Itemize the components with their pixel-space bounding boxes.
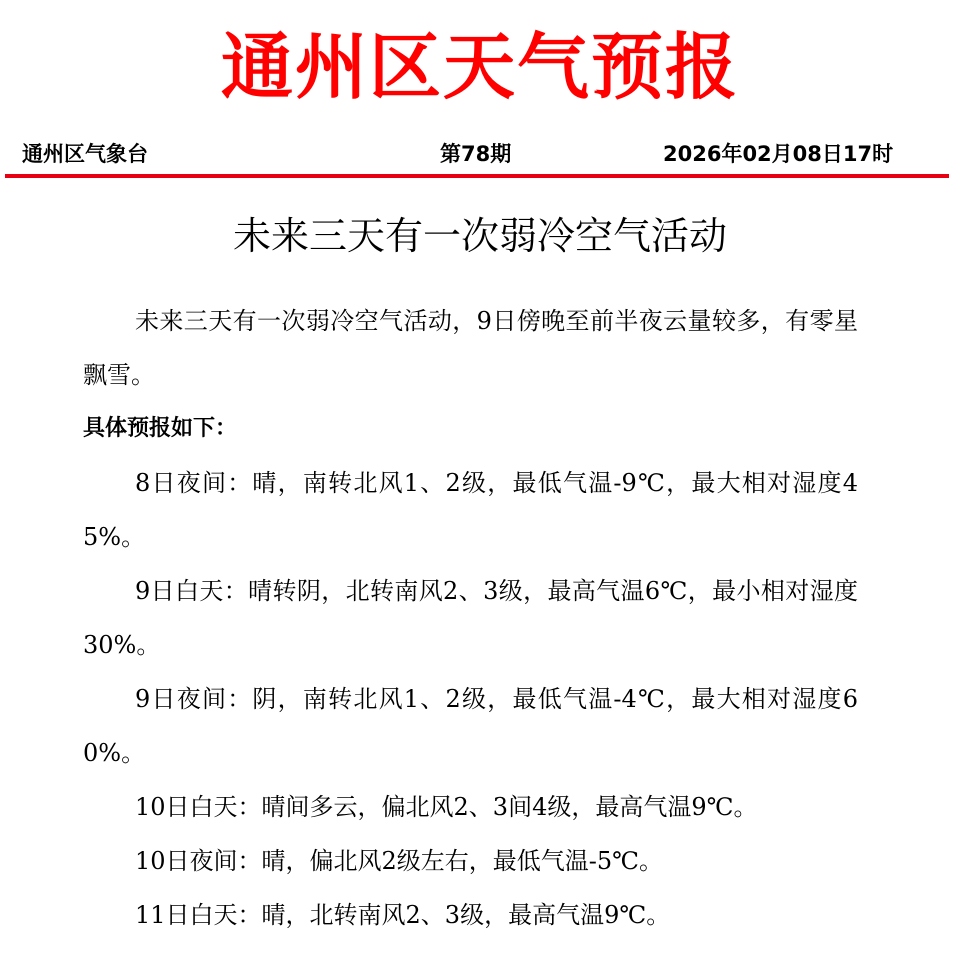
- forecast-item: 10日白天：晴间多云，偏北风2、3间4级，最高气温9℃。: [135, 793, 758, 821]
- issue-number: 第78期: [440, 142, 512, 166]
- article-body: [83, 294, 858, 942]
- article-headline: 未来三天有一次弱冷空气活动: [232, 214, 727, 258]
- issue-time: 2026年02月08日17时: [663, 142, 894, 166]
- forecast-item: 10日夜间：晴，偏北风2级左右，最低气温-5℃。: [135, 847, 664, 875]
- summary-paragraph: 未来三天有一次弱冷空气活动，9日傍晚至前半夜云量较多，有零星飘雪。: [83, 307, 858, 389]
- header-divider: [5, 174, 949, 178]
- issuer-label: 通州区气象台: [22, 142, 148, 166]
- forecast-item: 11日白天：晴，北转南风2、3级，最高气温9℃。: [135, 901, 671, 929]
- forecast-item: 8日夜间：晴，南转北风1、2级，最低气温-9℃，最大相对湿度45%。: [83, 469, 858, 551]
- forecast-item: 9日白天：晴转阴，北转南风2、3级，最高气温6℃，最小相对湿度30%。: [83, 577, 858, 659]
- forecast-item: 9日夜间：阴，南转北风1、2级，最低气温-4℃，最大相对湿度60%。: [83, 685, 858, 767]
- masthead-title: 通州区天气预报: [220, 25, 739, 109]
- forecast-heading: 具体预报如下：: [83, 416, 238, 441]
